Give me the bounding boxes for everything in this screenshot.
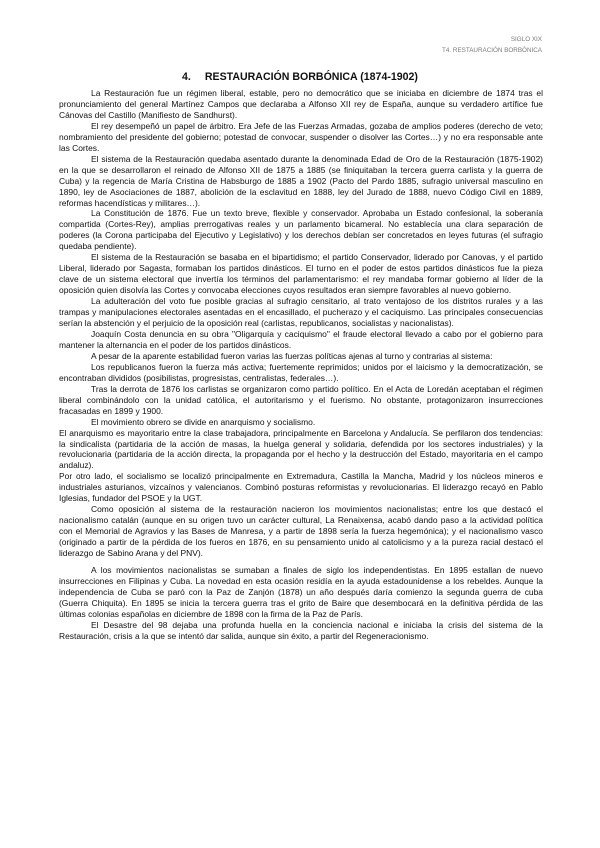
paragraph-nacionalismos: Como oposición al sistema de la restauración nacieron los movimientos nacionalistas; entre los que destacó el nacionalismo catalán (aunque en su origen tuvo un carácter cultural, La Renaixensa, acabó dando paso a la actividad política con el Memorial de Agravios y las Bases de Manresa, y a partir de 1898 sería la fuerza hegemónica); y el nacionalismo vasco (originado a partir de la pérdida de los fueros en 1876, en su pensamiento unido al catolicismo y a la pureza racial destacó el liderazgo de Sabino Arana y del PNV). — [59, 504, 543, 559]
header-subject: SIGLO XIX — [510, 36, 542, 43]
paragraph-republicanos: Los republicanos fueron la fuerza más activa; fuertemente reprimidos; unidos por el laicismo y la democratización, se encontraban divididos (posibilistas, progresistas, centralistas, federales…). — [59, 361, 543, 383]
paragraph-movimiento-obrero: El movimiento obrero se divide en anarquismo y socialismo. — [91, 416, 316, 427]
page-header — [442, 34, 542, 56]
section-title: RESTAURACIÓN BORBÓNICA (1874-1902) — [204, 71, 418, 83]
section-number: 4. — [182, 71, 191, 83]
page-title — [0, 71, 600, 83]
paragraph-constitucion: La Constitución de 1876. Fue un texto breve, flexible y conservador. Aprobaba un Estado confesional, la soberanía compartida (Cortes-Rey), amplias prerrogativas reales y un parlamento bicameral. No establecía una clara separación de poderes (la Corona participaba del Ejecutivo y Legislativo) y los derechos debían ser concretados en leyes futuras (el sufragio quedaba pendiente). — [59, 208, 543, 252]
paragraph-adulteracion: La adulteración del voto fue posible gracias al sufragio censitario, al trato ventajoso de los distritos rurales y a las trampas y manipulaciones electorales asentadas en el encasillado, el pucherazo y el caciquismo. Las principales consecuencias serían la abstención y el perjuicio de la oposición real (carlistas, republicanos, socialistas y nacionalistas). — [59, 296, 543, 329]
document-body — [59, 88, 543, 642]
paragraph-rey: El rey desempeñó un papel de árbitro. Era Jefe de las Fuerzas Armadas, gozaba de amplios poderes (derecho de veto; nombramiento del presidente del gobierno; potestad de convocar, suspender o disolver las Cortes…) y no era responsable ante las Cortes. — [59, 120, 543, 153]
paragraph-costa: Joaquín Costa denuncia en su obra "Oligarquía y caciquismo" el fraude electoral llevado a cabo por el gobierno para mantener la alternancia en el poder de los partidos dinásticos. — [59, 328, 543, 350]
paragraph-restauracion: La Restauración fue un régimen liberal, estable, pero no democrático que se iniciaba en diciembre de 1874 tras el pronunciamiento del general Martínez Campos que declaraba a Alfonso XII rey de España, aunque su verdadero artífice fue Cánovas del Castillo (Manifiesto de Sandhurst). — [59, 88, 543, 120]
paragraph-bipartidismo: El sistema de la Restauración se basaba en el bipartidismo; el partido Conservador, liderado por Canovas, y el partido Liberal, liderado por Sagasta, formaban los partidos dinásticos. El turno en el poder de estos partidos dinásticos fue la pieza clave de un sistema electoral que invertía los términos del parlamentarismo: el rey mandaba formar gobierno al líder de la oposición quien disolvía las Cortes y convocaba elecciones cuyos resultados eran siempre favorables al nuevo gobierno. — [59, 252, 543, 296]
paragraph-independentistas: A los movimientos nacionalistas se sumaban a finales de siglo los independentistas. En 1895 estallan de nuevo insurrecciones en Filipinas y Cuba. La novedad en esta ocasión residía en la ayuda estadounidense a los rebeldes. Aunque la independencia de Cuba se paró con la Paz de Zanjón (1878) un año después daría comienzo la segunda guerra de cuba (Guerra Chiquita). En 1895 se inicia la tercera guerra tras el grito de Baire que desembocará en la definitiva pérdida de las últimas colonias españolas en diciembre de 1898 con la firma de la Paz de París. — [59, 564, 543, 619]
paragraph-carlistas: Tras la derrota de 1876 los carlistas se organizaron como partido político. En el Acta de Loredán aceptaban el régimen liberal combinándolo con la unidad católica, el autoritarismo y el fuerismo. No obstante, protagonizaron insurrecciones fracasadas en 1899 y 1900. — [59, 383, 543, 416]
paragraph-oposicion: A pesar de la aparente estabilidad fueron varias las fuerzas políticas ajenas al turno y contrarias al sistema: — [91, 350, 493, 361]
paragraph-anarquismo: El anarquismo es mayoritario entre la clase trabajadora, principalmente en Barcelona y Andalucía. Se perfilaron dos tendencias: la sindicalista (partidaria de la acción de masas, la huelga general y solidaria, defendida por los sectores industriales) y la revolucionaria (partidaria de la acción directa, la propaganda por el hecho y la destrucción del Estado, mayoritaria en el campo andaluz). — [59, 427, 543, 471]
paragraph-socialismo: Por otro lado, el socialismo se localizó principalmente en Extremadura, Castilla la Mancha, Madrid y los núcleos mineros e industriales asturianos, vizcaínos y valencianos. Combinó posturas reformistas y revolucionarias. El liderazgo recayó en Pablo Iglesias, fundador del PSOE y la UGT. — [59, 471, 543, 504]
paragraph-sistema: El sistema de la Restauración quedaba asentado durante la denominada Edad de Oro de la Restauración (1875-1902) en la que se desarrollaron el reinado de Alfonso XII de 1875 a 1885 (se finiquitaban la tercera guerra carlista y la guerra de Cuba) y la regencia de María Cristina de Habsburgo de 1885 a 1902 (Pacto del Pardo 1885, sufragio universal masculino en 1890, ley de Asociaciones de 1887, abolición de la esclavitud en 1888, ley del Jurado de 1888, nuevo Código Civil en 1889, reformas hacendísticas y militares…). — [59, 153, 543, 208]
header-topic: T4. RESTAURACIÓN BORBÓNICA — [442, 47, 542, 54]
paragraph-desastre: El Desastre del 98 dejaba una profunda huella en la conciencia nacional e iniciaba la crisis del sistema de la Restauración, crisis a la que se intentó dar salida, aunque sin éxito, a partir del Regeneracionismo. — [59, 619, 543, 641]
